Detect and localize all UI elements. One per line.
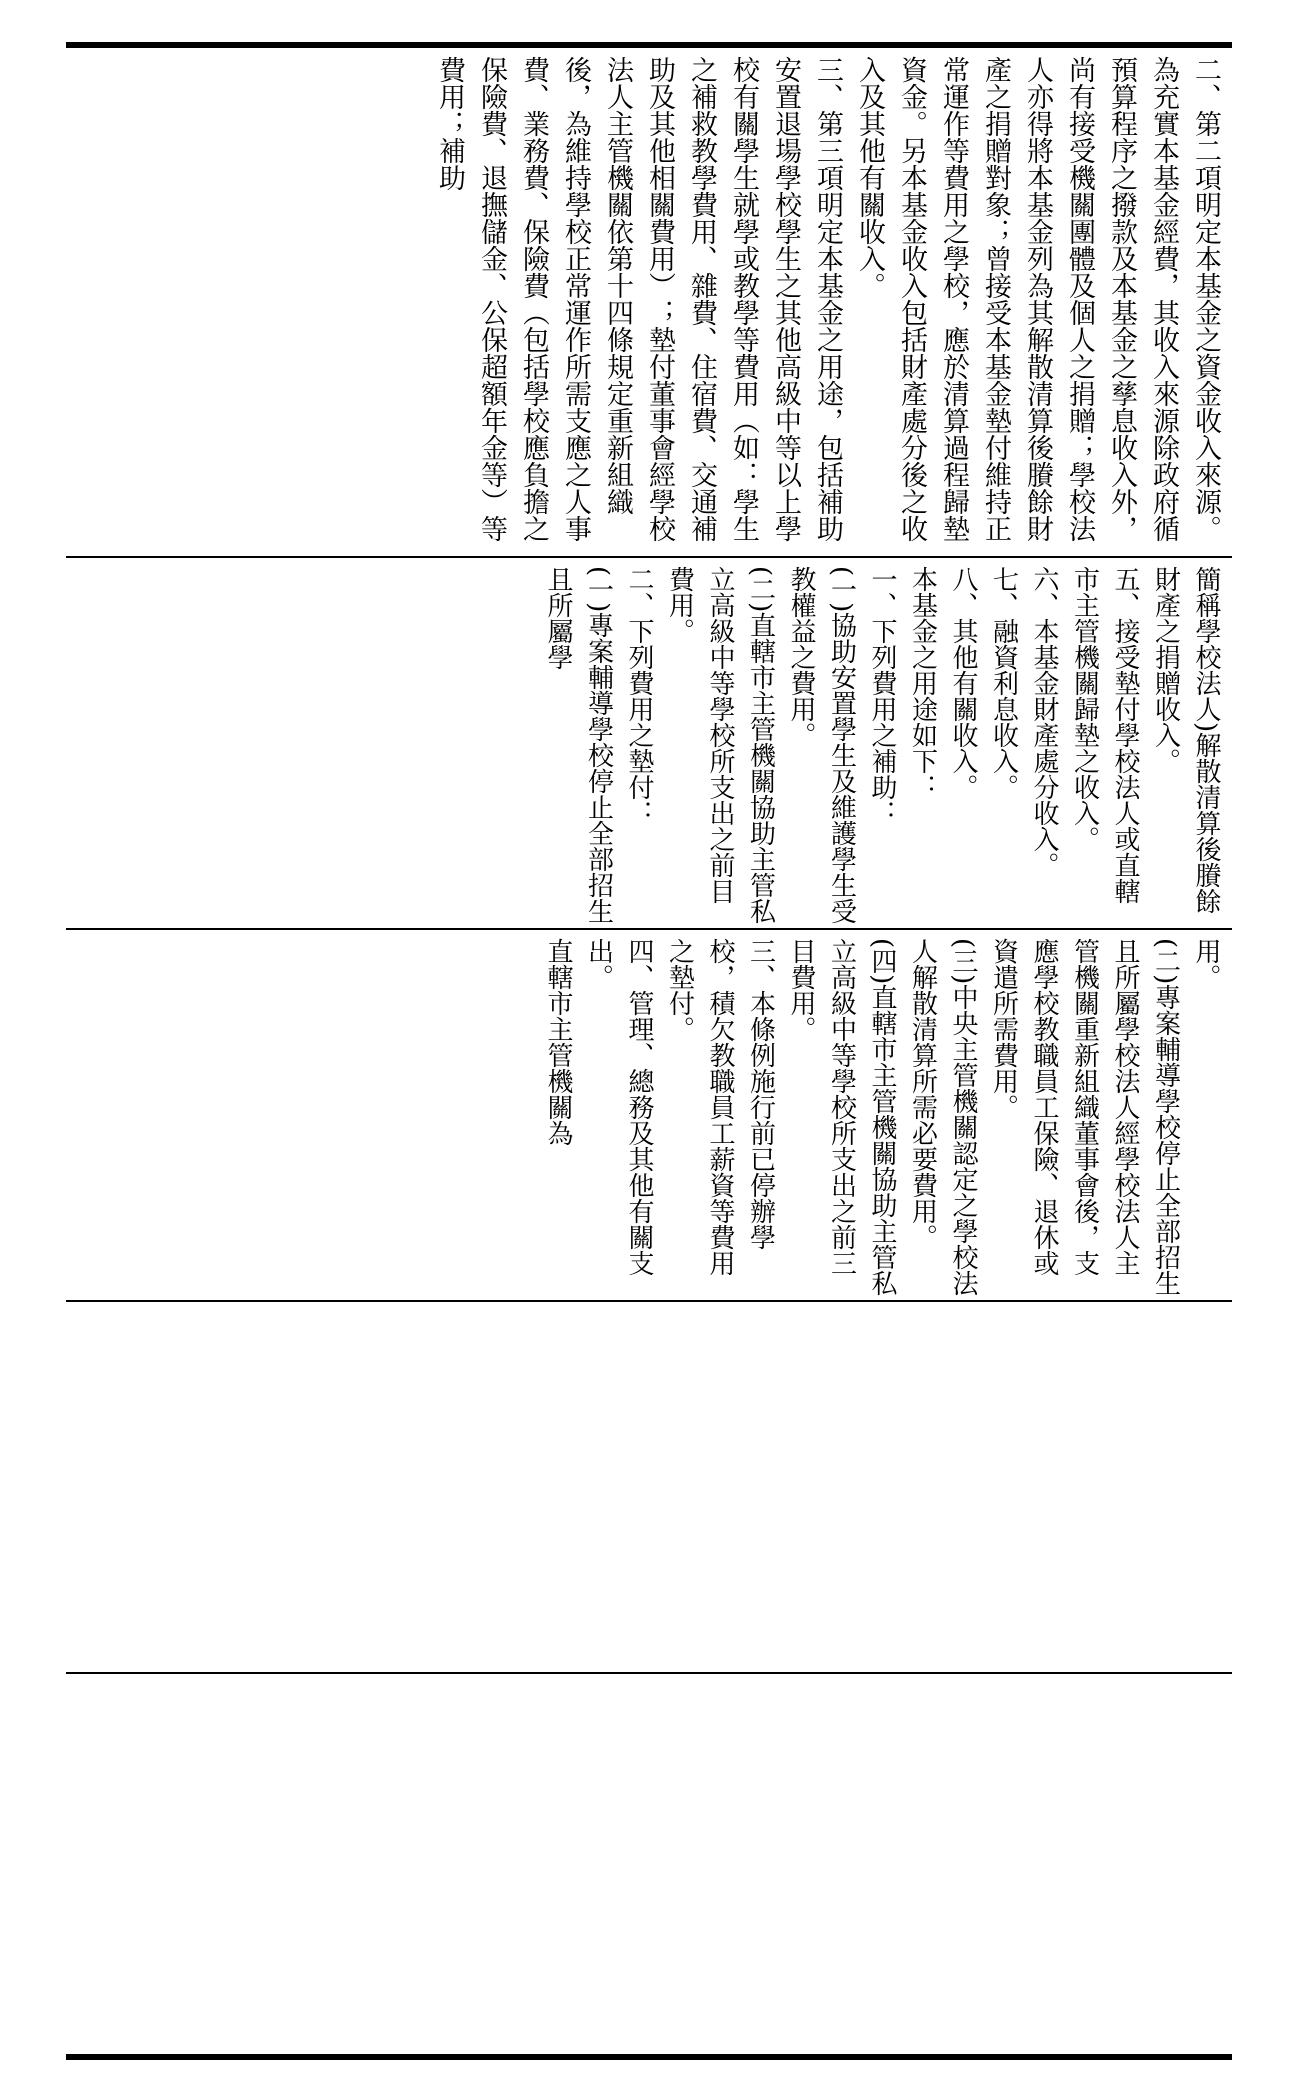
paragraph: (一)協助安置學生及維護學生受教權益之費用。: [786, 566, 857, 925]
explanation-column-1: [66, 48, 1232, 556]
paragraph: 二、下列費用之墊付：: [624, 566, 654, 826]
paragraph: 五、接受墊付學校法人或直轄市主管機關歸墊之收入。: [1069, 566, 1140, 904]
paragraph: 簡稱學校法人)解散清算後賸餘財產之捐贈收入。: [1150, 566, 1221, 915]
column-text: [538, 558, 1233, 928]
paragraph: 八、其他有關收入。: [948, 566, 978, 800]
paragraph: 用。: [1191, 938, 1221, 990]
column-text: [538, 930, 1233, 1300]
paragraph: 直轄市主管機關為: [543, 938, 573, 1146]
paragraph: 二、第二項明定本基金之資金收入來源。為充實本基金經費，其收入來源除政府循預算程序之撥款及本基金之孳息收入外，尚有接受機關團體及個人之捐贈；學校法人亦得將本基金列為其解散清算後賸餘財產之捐贈對象；曾接受本基金墊付維持正常運作等費用之學校，應於清算過程歸墊資金。另本基金收入包括財產處分後之收入及其他有關收入。: [854, 56, 1221, 542]
paragraph: (三)中央主管機關認定之學校法人解散清算所需必要費用。: [907, 938, 978, 1297]
explanation-column-5: [66, 1674, 1232, 2054]
paragraph: 本基金之用途如下：: [907, 566, 938, 800]
explanation-column-3: [66, 930, 1232, 1300]
paragraph: 四、管理、總務及其他有關支出。: [583, 938, 654, 1276]
paragraph: 三、本條例施行前已停辦學校，積欠教職員工薪資等費用之墊付。: [664, 938, 776, 1276]
explanation-column-4: [66, 1302, 1232, 1672]
paragraph: (二)直轄市主管機關協助主管私立高級中等學校所支出之前目費用。: [664, 566, 776, 925]
column-text: [428, 48, 1232, 556]
explanation-column-2: [66, 558, 1232, 928]
paragraph: 一、下列費用之補助：: [867, 566, 897, 826]
paragraph: (二)專案輔導學校停止全部招生且所屬學校法人經學校法人主管機關重新組織董事會後，支應學校教職員工保險、退休或資遣所需費用。: [988, 938, 1181, 1297]
paragraph: (四)直轄市主管機關協助主管私立高級中等學校所支出之前三目費用。: [786, 938, 897, 1297]
paragraph: 七、融資利息收入。: [988, 566, 1019, 800]
paragraph: (一)專案輔導學校停止全部招生且所屬學: [543, 566, 614, 925]
bottom-border-rule: [66, 2054, 1232, 2060]
paragraph: 三、第三項明定本基金之用途，包括補助安置退場學校學生之其他高級中等以上學校有關學生就學或教學等費用（如：學生之補救教學費用、雜費、住宿費、交通補助及其他相關費用）；墊付董事會經學校法人主管機關依第十四條規定重新組織後，為維持學校正常運作所需支應之人事費、業務費、保險費（包括學校應負擔之保險費、退撫儲金、公保超額年金等）等費用；補助: [434, 56, 843, 542]
paragraph: 六、本基金財產處分收入。: [1029, 566, 1059, 878]
